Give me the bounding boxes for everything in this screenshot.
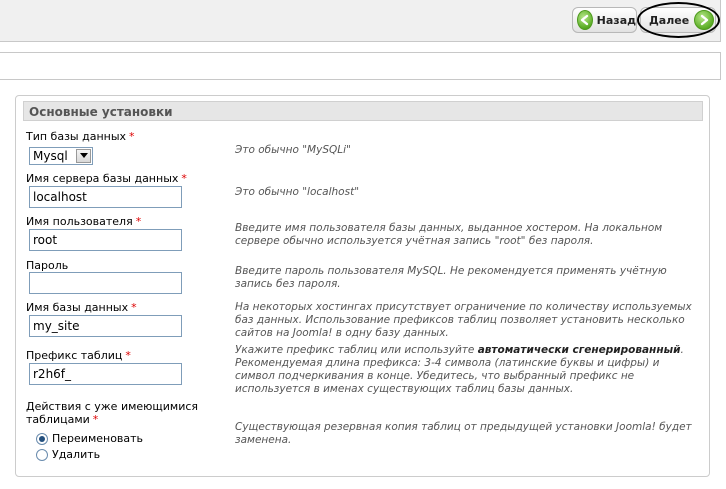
required-mark: * [129,130,135,143]
required-mark: * [125,349,131,362]
db-prefix-label-text: Префикс таблиц [26,349,123,362]
next-button[interactable] [640,7,716,33]
required-mark: * [92,413,99,426]
main-area [0,80,721,489]
db-name-label [26,301,137,314]
db-old-label [26,400,198,426]
db-user-label-text: Имя пользователя [26,215,133,228]
db-name-hint: На некоторых хостингах присутствует ограничение по количеству используемых баз данных. Использование префиксов таблиц позволяет установить несколько сайтов на Joomla! в одну базу данных. [235,301,692,339]
panel-title: Основные установки [23,101,703,121]
radio-rename-label: Переименовать [52,432,144,445]
db-prefix-hint-start: Укажите префикс таблиц или используйте [235,344,478,356]
db-type-hint: Это обычно "MySQLi" [235,144,351,156]
arrow-left-icon [577,10,593,30]
db-old-label-line1: Действия с уже имеющимися [26,400,199,413]
back-button[interactable] [572,7,637,33]
required-mark: * [135,215,142,228]
db-user-hint: Введите имя пользователя базы данных, выданное хостером. На локальном сервере обычно используется учётная запись "root" без пароля. [235,222,663,247]
db-host-label-text: Имя сервера базы данных [26,172,179,185]
next-button-label: Далее [649,13,690,27]
radio-rename-circle[interactable] [36,433,48,445]
chevron-down-icon[interactable] [76,149,91,163]
db-prefix-hint-end: . Рекомендуемая длина префикса: 3-4 символа (латинские буквы и цифры) и символ подчеркивания в конце. Убедитесь, что выбранный префикс не используется в именах существующих таблиц базы данных. [235,344,684,395]
db-name-label-text: Имя базы данных [26,301,129,314]
db-name-input[interactable] [29,315,182,337]
radio-rename[interactable] [36,432,143,445]
radio-delete-circle[interactable] [36,449,48,461]
db-type-value: Mysql [33,149,68,163]
db-old-hint: Существующая резервная копия таблиц от предыдущей установки Joomla! будет заменена. [235,421,692,446]
db-prefix-input[interactable] [29,363,182,385]
required-mark: * [181,172,187,185]
db-old-label-line2-wrap [26,413,198,426]
auto-generated-link[interactable]: автоматически сгенерированный [477,344,681,356]
radio-delete-label: Удалить [52,448,101,461]
db-user-label [26,215,141,228]
arrow-right-icon [694,10,714,30]
radio-delete[interactable] [36,448,100,461]
db-host-label [26,172,187,185]
subheader-bar [0,52,721,80]
db-type-label [26,130,135,143]
db-password-input[interactable] [29,272,182,294]
db-user-input[interactable] [29,229,182,251]
required-mark: * [131,301,137,314]
db-password-hint: Введите пароль пользователя MySQL. Не рекомендуется применять учётную запись без пароля. [235,265,667,290]
db-password-label: Пароль [26,259,69,272]
toolbar [0,0,721,42]
db-old-label-line2: таблицами [26,413,90,426]
db-host-hint: Это обычно "localhost" [235,186,360,198]
db-prefix-label [26,349,131,362]
db-type-select[interactable] [29,147,93,165]
db-host-input[interactable] [29,186,182,208]
db-type-label-text: Тип базы данных [26,130,127,143]
basic-settings-panel [15,95,710,477]
db-prefix-hint [235,344,700,396]
back-button-label: Назад [596,13,636,27]
